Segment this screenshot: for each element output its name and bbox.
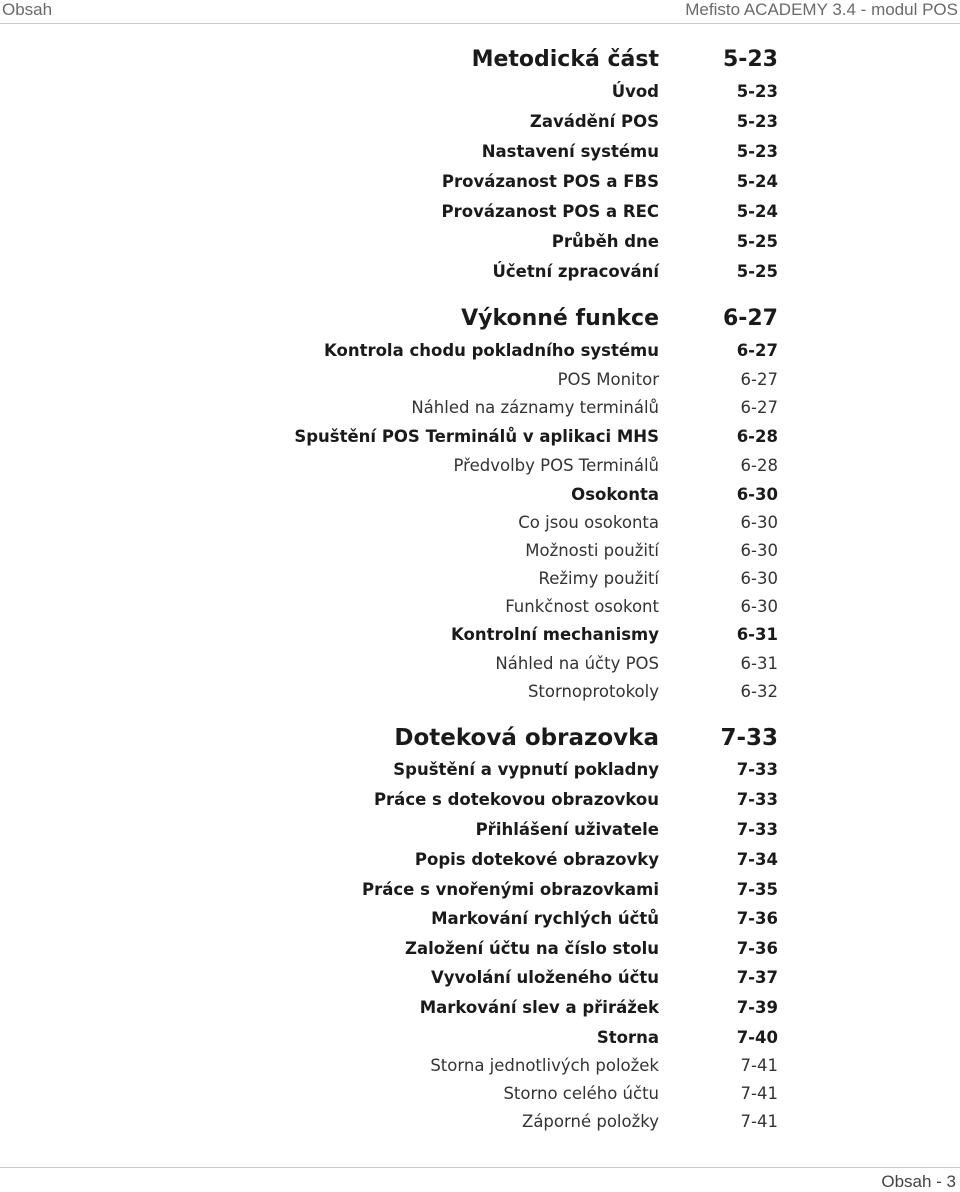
toc-entry-title: Storna — [596, 1028, 659, 1047]
toc-entry-page: 5-23 — [736, 142, 778, 161]
toc-entry-page: 6-28 — [736, 427, 778, 446]
toc-entry-title: Metodická část — [471, 47, 659, 72]
toc-entry-title: Úvod — [611, 82, 659, 101]
toc-entry-title: Náhled na účty POS — [495, 654, 659, 673]
toc-entry-title: Spuštění a vypnutí pokladny — [393, 760, 659, 779]
toc-entry-page: 6-30 — [740, 569, 778, 588]
footer-page-number: Obsah - 3 — [881, 1172, 956, 1191]
toc-entry-page: 7-34 — [736, 850, 778, 869]
footer-divider — [0, 1167, 960, 1168]
toc-entry-page: 7-40 — [736, 1028, 778, 1047]
toc-entry-title: Spuštění POS Terminálů v aplikaci MHS — [294, 427, 659, 446]
toc-entry-page: 6-31 — [740, 654, 778, 673]
toc-entry-title: Práce s vnořenými obrazovkami — [362, 880, 659, 899]
toc-entry-page: 7-41 — [740, 1112, 778, 1131]
toc-entry-title: Provázanost POS a REC — [441, 202, 659, 221]
toc-entry-page: 5-23 — [736, 82, 778, 101]
toc-entry-title: Kontrola chodu pokladního systému — [323, 341, 659, 360]
toc-entry-title: Možnosti použití — [525, 541, 659, 560]
toc-entry-title: Záporné položky — [522, 1112, 659, 1131]
toc-entry-page: 7-33 — [720, 725, 778, 751]
toc-entry-page: 5-25 — [736, 232, 778, 251]
toc-entry-title: Náhled na záznamy terminálů — [411, 398, 659, 417]
toc-entry-title: Režimy použití — [538, 569, 659, 588]
toc-entry-page: 7-39 — [736, 998, 778, 1017]
toc-entry-page: 5-25 — [736, 262, 778, 281]
toc-entry-page: 6-27 — [722, 306, 778, 331]
toc-entry-page: 6-27 — [740, 398, 778, 417]
toc-entry-page: 6-30 — [740, 541, 778, 560]
toc-entry-page: 7-41 — [740, 1056, 778, 1075]
toc-entry-title: Doteková obrazovka — [394, 725, 659, 751]
toc-entry-page: 6-32 — [740, 682, 778, 701]
toc-entry-page: 5-24 — [736, 202, 778, 221]
toc-entry-page: 7-41 — [740, 1084, 778, 1103]
toc-entry-title: Storno celého účtu — [503, 1084, 659, 1103]
toc-entry-title: Stornoprotokoly — [527, 682, 659, 701]
toc-entry-title: Co jsou osokonta — [518, 513, 659, 532]
toc-entry-title: Funkčnost osokont — [505, 597, 659, 616]
toc-entry-title: Účetní zpracování — [492, 262, 659, 281]
toc-entry-page: 7-33 — [736, 820, 778, 839]
toc-entry-title: Předvolby POS Terminálů — [453, 456, 659, 475]
toc-entry-title: Osokonta — [571, 485, 659, 504]
toc-entry-page: 7-35 — [736, 880, 778, 899]
toc-entry-page: 6-27 — [736, 341, 778, 360]
toc-entry-title: Kontrolní mechanismy — [451, 625, 659, 644]
toc-entry-title: Nastavení systému — [481, 142, 659, 161]
toc-entry-title: Založení účtu na číslo stolu — [404, 939, 659, 958]
toc-entry-title: Markování rychlých účtů — [431, 909, 659, 928]
toc-entry-page: 7-36 — [736, 939, 778, 958]
toc-entry-title: Práce s dotekovou obrazovkou — [373, 790, 659, 809]
toc-entry-page: 5-23 — [722, 47, 778, 72]
toc-entry-title: Markování slev a přirážek — [419, 998, 659, 1017]
toc-entry-page: 6-30 — [736, 485, 778, 504]
toc-entry-title: Storna jednotlivých položek — [430, 1056, 659, 1075]
toc-entry-title: Provázanost POS a FBS — [441, 172, 659, 191]
toc-entry-title: Výkonné funkce — [461, 306, 659, 331]
toc-entry-title: Průběh dne — [551, 232, 659, 251]
toc-entry-page: 6-30 — [740, 513, 778, 532]
toc-entry-page: 7-37 — [736, 968, 778, 987]
toc-entry-page: 7-36 — [736, 909, 778, 928]
toc-entry-page: 6-31 — [736, 625, 778, 644]
toc-entry-page: 7-33 — [736, 790, 778, 809]
toc-entry-page: 7-33 — [736, 760, 778, 779]
toc-entry-title: POS Monitor — [557, 370, 659, 389]
header-document-title: Mefisto ACADEMY 3.4 - modul POS — [685, 0, 958, 19]
toc-entry-page: 6-27 — [740, 370, 778, 389]
header-section-link[interactable]: Obsah — [2, 0, 53, 19]
toc-entry-title: Popis dotekové obrazovky — [414, 850, 659, 869]
toc-entry-page: 6-30 — [740, 597, 778, 616]
toc-entry-page: 5-24 — [736, 172, 778, 191]
toc-entry-title: Zavádění POS — [529, 112, 659, 131]
toc-entry-page: 5-23 — [736, 112, 778, 131]
toc-entry-page: 6-28 — [740, 456, 778, 475]
toc-entry-title: Přihlášení uživatele — [475, 820, 659, 839]
toc-entry-title: Vyvolání uloženého účtu — [430, 968, 659, 987]
